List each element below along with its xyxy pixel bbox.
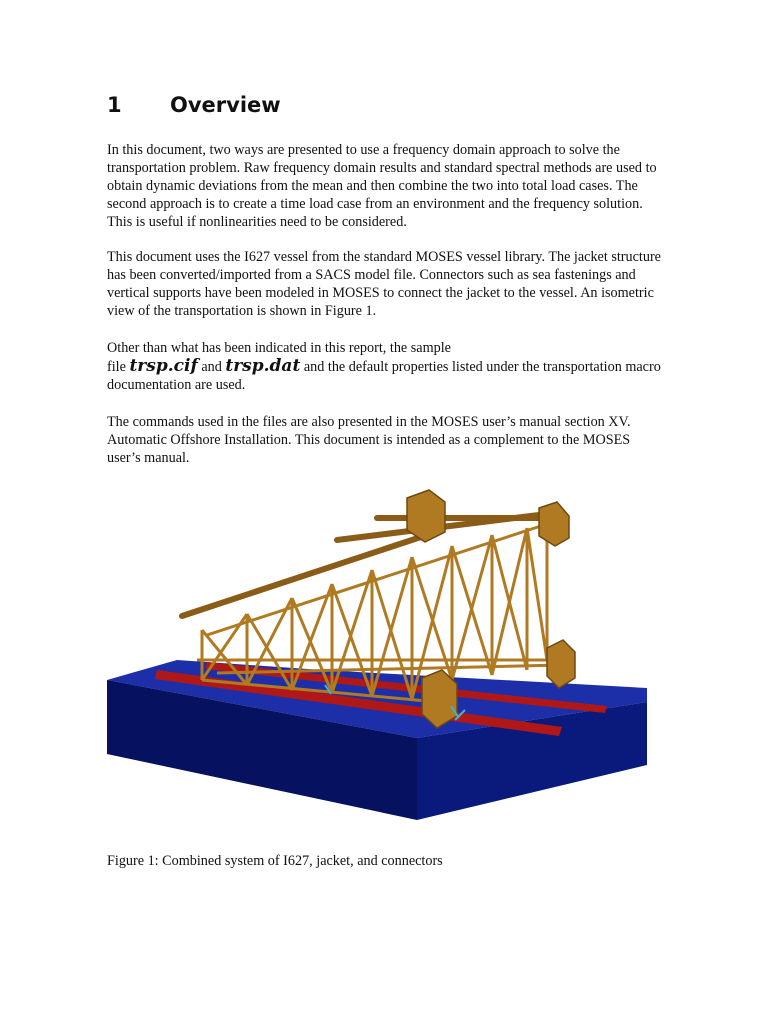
filename-dat: trsp.dat (225, 356, 301, 376)
section-heading (107, 93, 281, 117)
paragraph-intro: In this document, two ways are presented to use a frequency domain approach to solve the transportation problem. Raw frequency domain results and standard spectral methods are used to obtain dynamic deviations from the mean and then combine the two into total load cases. The second approach is to create a time load case from an environment and the frequency solution. This is useful if nonlinearities need to be considered. (107, 142, 657, 230)
sample-files-line1: Other than what has been indicated in this report, the sample (107, 340, 451, 356)
and-word: and (201, 359, 222, 375)
paragraph-commands: The commands used in the files are also presented in the MOSES user’s manual section XV. Automatic Offshore Installation. This document is intended as a complement to the MOSES user’s manual. (107, 414, 631, 466)
filename-cif: trsp.cif (129, 356, 198, 376)
section-number: 1 (107, 93, 122, 117)
paragraph-sample-files (107, 339, 662, 394)
section-title: Overview (170, 93, 281, 117)
sample-files-rest: and the default properties listed under the transportation macro documentation are used. (107, 359, 661, 393)
paragraph-vessel: This document uses the I627 vessel from the standard MOSES vessel library. The jacket structure has been converted/imported from a SACS model file. Connectors such as sea fastenings and vertical supports have been modeled in MOSES to connect the jacket to the vessel. An isometric view of the transportation is shown in Figure 1. (107, 249, 661, 319)
figure-caption: Figure 1: Combined system of I627, jacket, and connectors (107, 853, 443, 869)
file-word: file (107, 359, 126, 375)
figure-jacket-barge-image (107, 480, 655, 835)
